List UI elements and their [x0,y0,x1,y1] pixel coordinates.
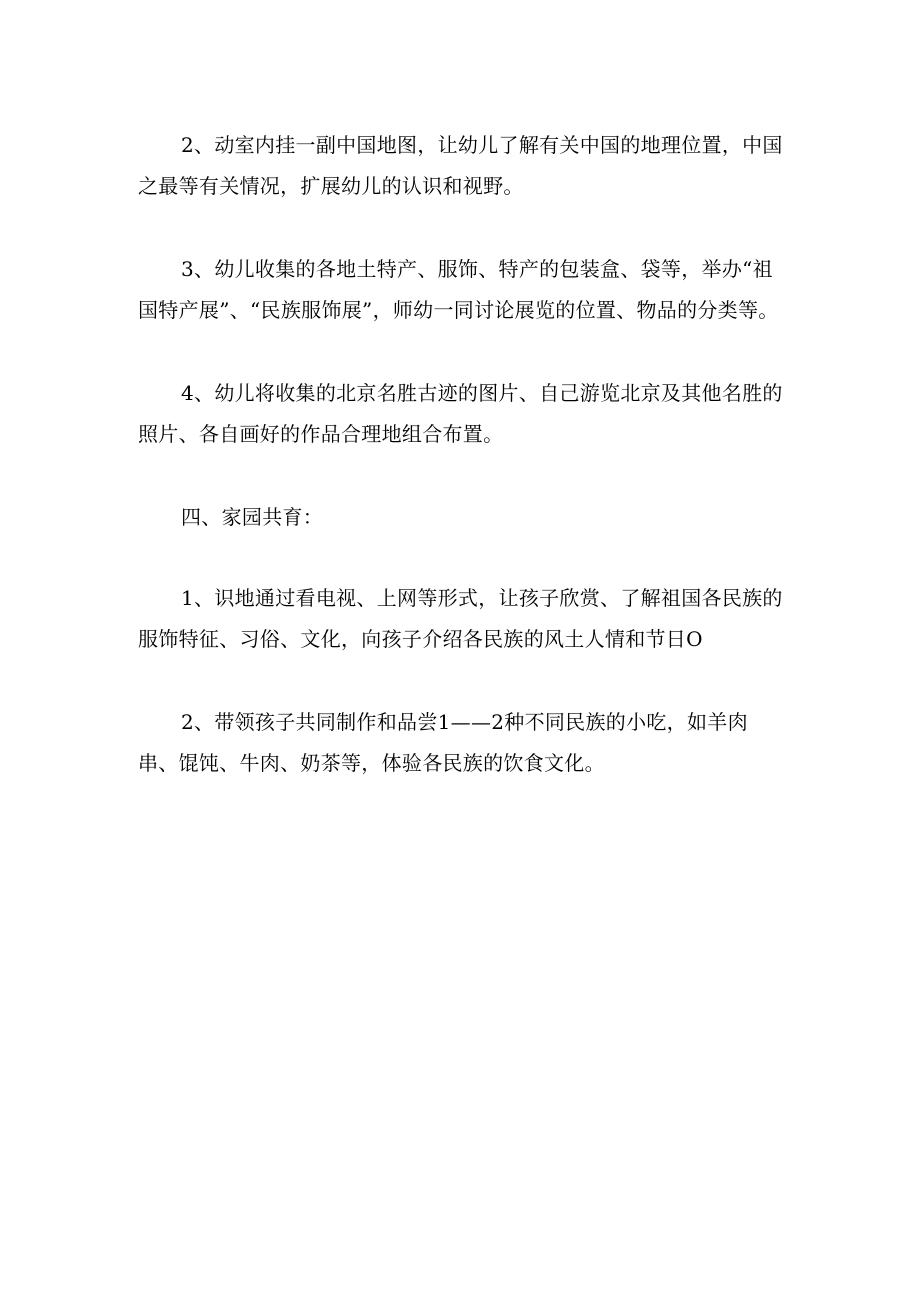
paragraph-ethnic-culture: 1、识地通过看电视、上网等形式，让孩子欣赏、了解祖国各民族的服饰特征、习俗、文化，向孩子介绍各民族的风土人情和节日O [138,586,783,651]
paragraph-specialty-exhibition: 3、幼儿收集的各地土特产、服饰、特产的包装盒、袋等，举办“祖国特产展”、“民族服饰展”，师幼一同讨论展览的位置、物品的分类等。 [138,257,779,322]
document-body [138,125,786,826]
section-heading-home-school: 四、家园共育： [181,505,324,529]
paragraph-beijing-photos: 4、幼儿将收集的北京名胜古迹的图片、自己游览北京及其他名胜的照片、各自画好的作品合理地组合布置。 [138,381,783,446]
paragraph-map-display: 2、动室内挂一副中国地图，让幼儿了解有关中国的地理位置，中国之最等有关情况，扩展幼儿的认识和视野。 [138,133,783,198]
paragraph-ethnic-snacks: 2、带领孩子共同制作和品尝1——2种不同民族的小吃，如羊肉串、馄饨、牛肉、奶茶等，体验各民族的饮食文化。 [138,710,748,775]
